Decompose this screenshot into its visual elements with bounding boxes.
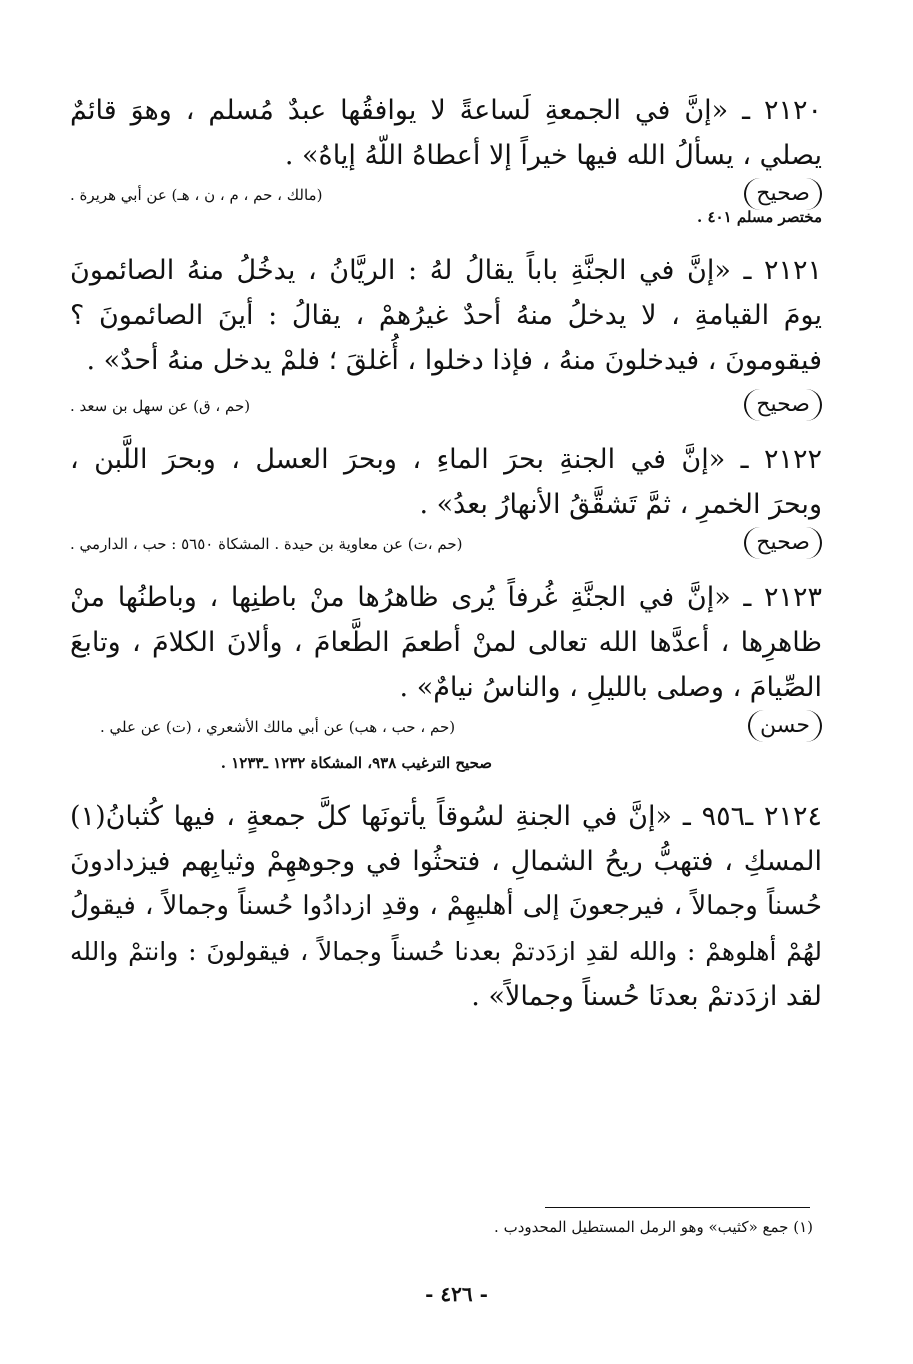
footnote: (١) جمع «كثيب» وهو الرمل المستطيل المحدودب . — [494, 1218, 813, 1236]
hadith-2121 — [70, 248, 822, 427]
reference-text: مختصر مسلم ٤٠١ . — [697, 208, 822, 226]
source-text: (حم ، ق) عن سهل بن سعد . — [70, 397, 251, 415]
hadith-line: ٢١٢٠ ـ «إنَّ في الجمعةِ لَساعةً لا يوافقُها عبدٌ مُسلم ، وهوَ قائمٌ — [70, 95, 822, 126]
grade-badge: صحيح — [744, 527, 822, 559]
source-text: (حم ،ت) عن معاوية بن حيدة . المشكاة ٥٦٥٠ : حب ، الدارمي . — [70, 535, 463, 553]
page-number: - ٤٢٦ - — [425, 1282, 488, 1306]
source-row — [70, 527, 822, 565]
hadith-line: ٢١٢٢ ـ «إنَّ في الجنةِ بحرَ الماءِ ، وبحرَ العسل ، وبحرَ اللَّبن ، — [70, 444, 822, 475]
hadith-line: ٢١٢١ ـ «إنَّ في الجنَّةِ باباً يقالُ لهُ : الريَّانُ ، يدخُلُ منهُ الصائمونَ — [70, 255, 822, 286]
hadith-line: ظاهرِها ، أعدَّها الله تعالى لمنْ أطعمَ الطَّعامَ ، وألانَ الكلامَ ، وتابعَ — [70, 627, 822, 658]
source-row — [70, 178, 822, 216]
source-text: (مالك ، حم ، م ، ن ، هـ) عن أبي هريرة . — [70, 186, 323, 204]
grade-badge: صحيح — [744, 178, 822, 210]
hadith-line: وبحرَ الخمرِ ، ثمَّ تَشقَّقُ الأنهارُ بعدُ» . — [419, 489, 822, 520]
hadith-2120 — [70, 88, 822, 238]
hadith-2123 — [70, 575, 822, 784]
page-body — [70, 88, 822, 1029]
hadith-line: فيقومونَ ، فيدخلونَ منهُ ، فإذا دخلوا ، أُغلقَ ؛ فلمْ يدخل منهُ أحدٌ» . — [86, 345, 822, 376]
hadith-line: المسكِ ، فتهبُّ ريحُ الشمالِ ، فتحثُوا في وجوههِمْ وثيابِهم فيزدادونَ — [70, 846, 822, 877]
hadith-line: يصلي ، يسألُ الله فيها خيراً إلا أعطاهُ اللّهُ إياهُ» . — [284, 140, 822, 171]
hadith-line: ٢١٢٤ ـ٩٥٦ ـ «إنَّ في الجنةِ لسُوقاً يأتونَها كلَّ جمعةٍ ، فيها كُثبانُ(١) — [70, 801, 822, 832]
grade-badge: حسن — [748, 710, 822, 742]
reference-text: صحيح الترغيب ٩٣٨، المشكاة ١٢٣٢ ـ١٢٣٣ . — [220, 754, 492, 772]
source-text: (حم ، حب ، هب) عن أبي مالك الأشعري ، (ت) عن علي . — [100, 718, 456, 736]
source-row — [70, 710, 822, 748]
hadith-2124 — [70, 794, 822, 1019]
grade-badge: صحيح — [744, 389, 822, 421]
hadith-line: لقد ازدَدتمْ بعدنَا حُسناً وجمالاً» . — [471, 981, 822, 1012]
hadith-line: حُسناً وجمالاً ، فيرجعونَ إلى أهليهِمْ ، وقدِ ازدادُوا حُسناً وجمالاً ، فيقولُ — [70, 891, 822, 921]
footnote-divider — [545, 1207, 810, 1208]
hadith-line: يومَ القيامةِ ، لا يدخلُ منهُ أحدٌ غيرُهمْ ، يقالُ : أينَ الصائمونَ ؟ — [70, 300, 822, 331]
hadith-line: ٢١٢٣ ـ «إنَّ في الجنَّةِ غُرفاً يُرى ظاهرُها منْ باطنِها ، وباطنُها منْ — [70, 582, 822, 613]
hadith-line: لهُمْ أهلوهمْ : والله لقدِ ازدَدتمْ بعدنا حُسناً وجمالاً ، فيقولونَ : وانتمْ والله — [70, 937, 822, 966]
hadith-2122 — [70, 437, 822, 565]
source-row — [70, 389, 822, 427]
hadith-line: الصِّيامَ ، وصلى بالليلِ ، والناسُ نيامٌ» . — [399, 672, 822, 703]
